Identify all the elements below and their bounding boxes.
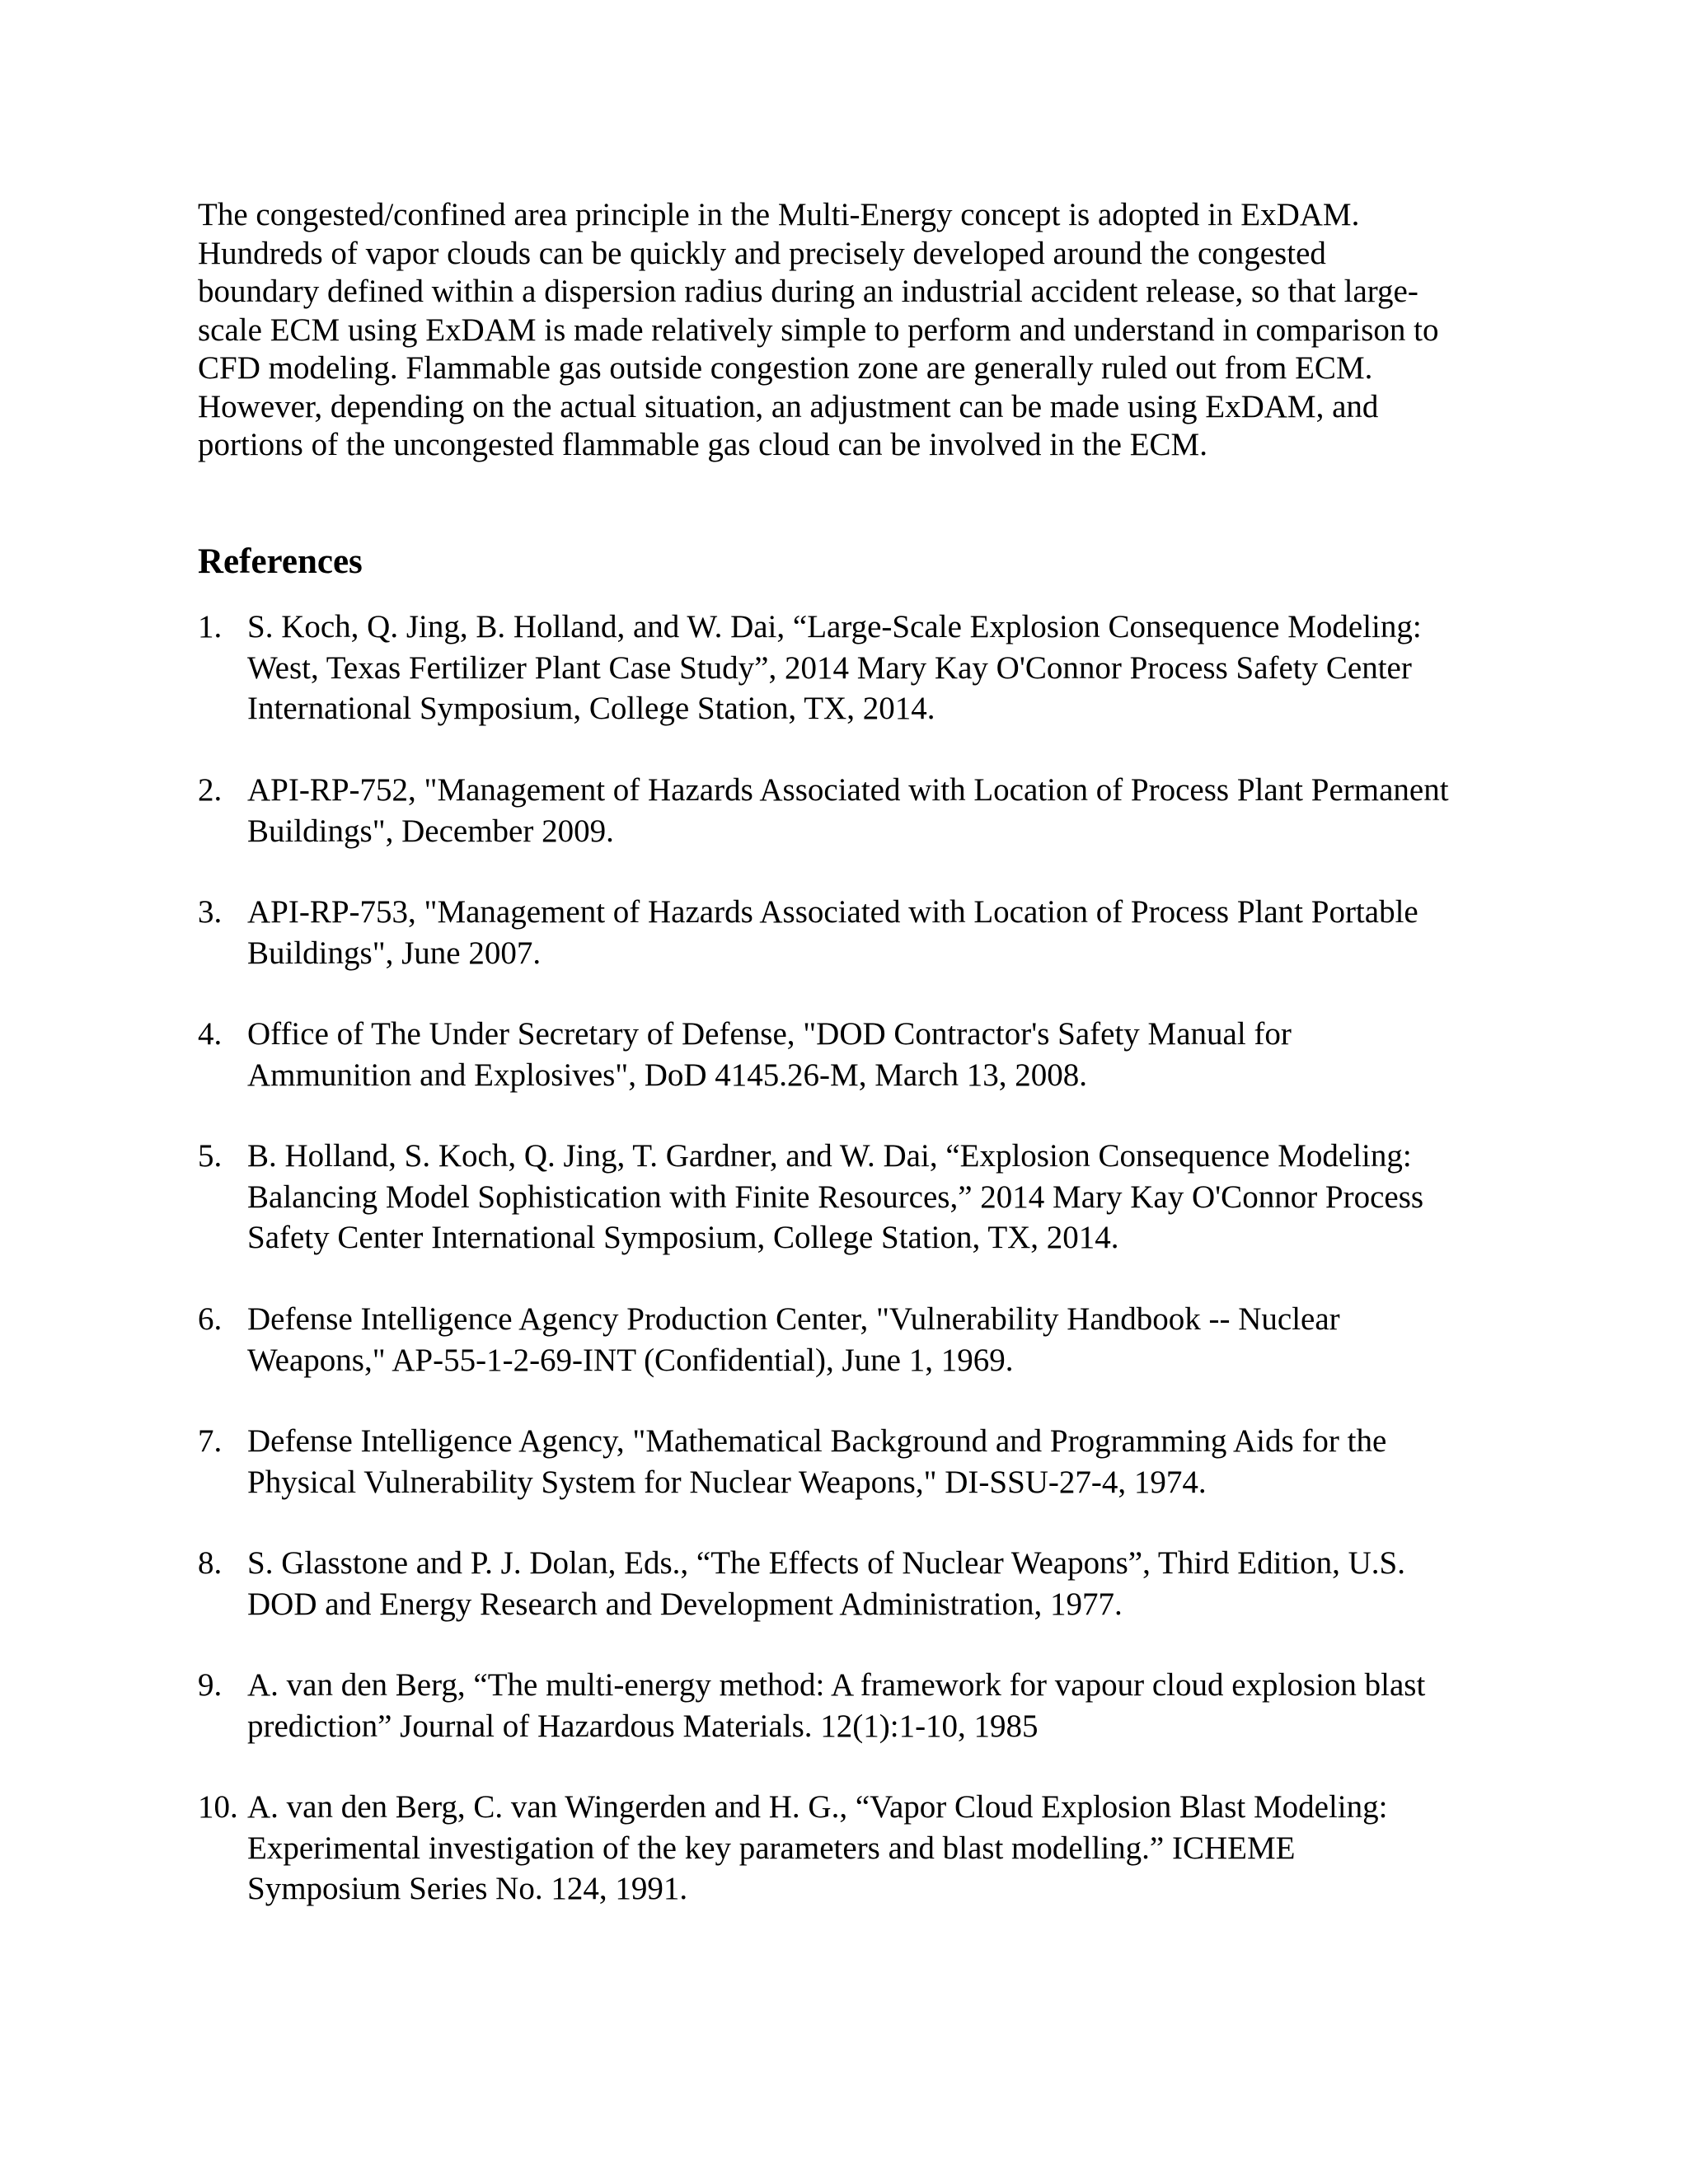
reference-text: Defense Intelligence Agency, "Mathematical Background and Programming Aids for the Physical Vulnerability System for Nuclear Weapons," DI-SSU-27-4, 1974. — [247, 1423, 1387, 1500]
reference-number: 9. — [198, 1667, 223, 1703]
references-heading: References — [198, 542, 363, 581]
reference-item — [198, 1543, 1500, 1624]
body-paragraph: The congested/confined area principle in the Multi-Energy concept is adopted in ExDAM. Hundreds of vapor clouds can be quickly and precisely developed around the congested boundary defined within a dispersion radius during an industrial accident release, so that large- scale ECM using ExDAM is made relatively simple to perform and understand in comparison to CFD modeling. Flammable gas outside congestion zone are generally ruled out from ECM. However, depending on the actual situation, an adjustment can be made using ExDAM, and portions of the uncongested flammable gas cloud can be involved in the ECM. — [198, 197, 1439, 462]
reference-text: S. Koch, Q. Jing, B. Holland, and W. Dai, “Large-Scale Explosion Consequence Modeling: West, Texas Fertilizer Plant Case Study”, 2014 Mary Kay O'Connor Process Safety Center International Symposium, College Station, TX, 2014. — [247, 609, 1422, 726]
reference-text: Defense Intelligence Agency Production Center, "Vulnerability Handbook -- Nuclear Weapons," AP-55-1-2-69-INT (Confidential), June 1, 1969. — [247, 1301, 1340, 1378]
reference-item — [198, 892, 1500, 973]
reference-number: 4. — [198, 1016, 223, 1052]
reference-item — [198, 1421, 1500, 1502]
reference-number: 1. — [198, 609, 223, 644]
reference-item — [198, 1136, 1500, 1258]
reference-text: Office of The Under Secretary of Defense, "DOD Contractor's Safety Manual for Ammunition and Explosives", DoD 4145.26-M, March 13, 2008. — [247, 1016, 1292, 1093]
reference-item — [198, 607, 1500, 729]
reference-item — [198, 1014, 1500, 1095]
reference-number: 10. — [198, 1789, 238, 1825]
reference-number: 5. — [198, 1138, 223, 1174]
reference-number: 2. — [198, 772, 223, 808]
reference-number: 6. — [198, 1301, 223, 1337]
reference-number: 7. — [198, 1423, 223, 1459]
reference-text: A. van den Berg, C. van Wingerden and H. G., “Vapor Cloud Explosion Blast Modeling: Experimental investigation of the key parameters and blast modelling.” ICHEME Symposium Series No. 124, 1991. — [247, 1789, 1388, 1906]
reference-text: API-RP-752, "Management of Hazards Associated with Location of Process Plant Permanent Buildings", December 2009. — [247, 772, 1449, 849]
reference-text: B. Holland, S. Koch, Q. Jing, T. Gardner, and W. Dai, “Explosion Consequence Modeling: Balancing Model Sophistication with Finite Resources,” 2014 Mary Kay O'Connor Process Safety Center International Symposium, College Station, TX, 2014. — [247, 1138, 1424, 1255]
reference-item — [198, 1787, 1500, 1910]
reference-item — [198, 1665, 1500, 1746]
reference-text: A. van den Berg, “The multi-energy method: A framework for vapour cloud explosion blast prediction” Journal of Hazardous Materials. 12(1):1-10, 1985 — [247, 1667, 1426, 1744]
reference-text: API-RP-753, "Management of Hazards Associated with Location of Process Plant Portable Buildings", June 2007. — [247, 894, 1418, 971]
document-page — [198, 196, 1500, 1906]
reference-number: 3. — [198, 894, 223, 930]
reference-number: 8. — [198, 1545, 223, 1581]
reference-text: S. Glasstone and P. J. Dolan, Eds., “The Effects of Nuclear Weapons”, Third Edition, U.S. DOD and Energy Research and Development Administration, 1977. — [247, 1545, 1405, 1622]
reference-item — [198, 770, 1500, 851]
reference-item — [198, 1299, 1500, 1380]
